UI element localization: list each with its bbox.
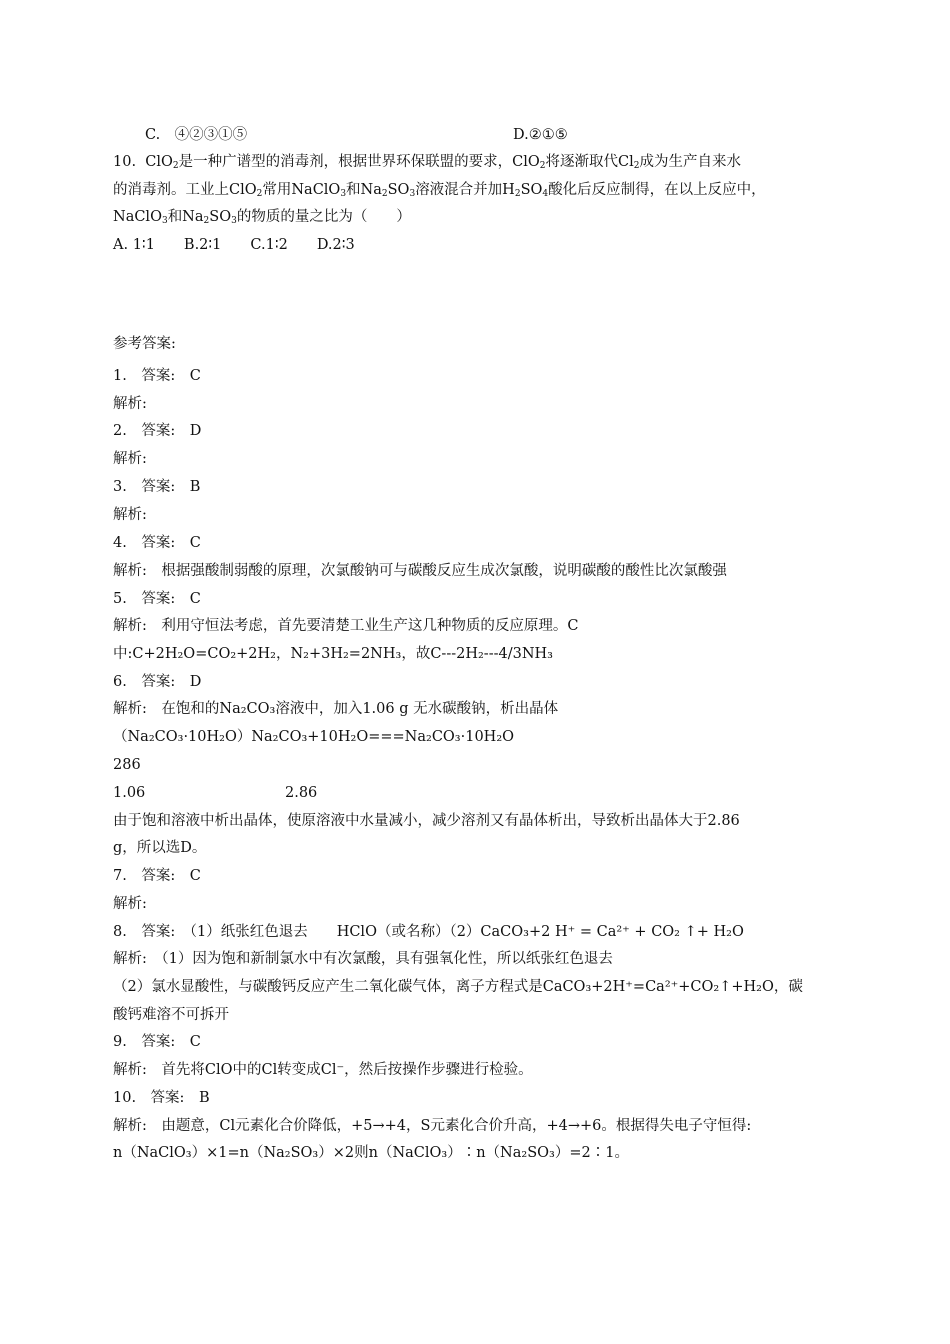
explanation-6-line-6: g，所以选D。 [113,840,207,856]
explanation-2: 解析: [113,451,147,467]
explanation-7: 解析: [113,896,147,912]
explanation-4: 解析: 根据强酸制弱酸的原理，次氯酸钠可与碳酸反应生成次氯酸，说明碳酸的酸性比次氯酸强 [113,563,727,579]
q10-options: A. 1∶1 B.2∶1 C.1∶2 D.2∶3 [113,237,355,253]
answer-5: 5. 答案: C [113,591,201,607]
explanation-9: 解析: 首先将ClO中的Cl转变成Cl⁻，然后按操作步骤进行检验。 [113,1062,533,1078]
answer-1: 1. 答案: C [113,368,201,384]
explanation-10-line-1: 解析: 由题意，Cl元素化合价降低，+5→+4，S元素化合价升高，+4→+6。根据得失电子守恒得: [113,1118,752,1134]
q10-line-1: 10. ClO$_2$是一种广谱型的消毒剂，根据世界环保联盟的要求，ClO$_2$将逐渐取代$Cl_2$成为生产自来水 [113,154,741,171]
explanation-5-line-2: 中:C+2H₂O=CO₂+2H₂，N₂+3H₂=2NH₃，故C---2H₂---4/3NH₃ [113,646,553,662]
explanation-6-line-4b: 2.86 [285,785,318,801]
q9-option-c: C. ④②③①⑤ [145,127,248,143]
q10-line-2: 的消毒剂。工业上ClO$_2$常用NaClO$_3$和$Na_2SO_3$溶液混合并加$H_2SO_4$酸化后反应制得，在以上反应中， [113,182,766,199]
answer-6: 6. 答案: D [113,674,202,690]
explanation-3: 解析: [113,507,147,523]
explanation-8-line-3: 酸钙难溶不可拆开 [113,1007,229,1023]
explanation-6-line-3: 286 [113,757,141,773]
explanation-8-line-1: 解析: （1）因为饱和新制氯水中有次氯酸，具有强氧化性，所以纸张红色退去 [113,951,613,967]
answer-7: 7. 答案: C [113,868,201,884]
q10-line-3: NaClO$_3$和$Na_2SO_3$的物质的量之比为（ ） [113,209,411,226]
answer-9: 9. 答案: C [113,1034,201,1050]
explanation-6-line-1: 解析: 在饱和的Na₂CO₃溶液中，加入1.06 g 无水碳酸钠，析出晶体 [113,701,559,717]
explanation-8-line-2: （2）氯水显酸性，与碳酸钙反应产生二氧化碳气体，离子方程式是CaCO₃+2H⁺=Ca²⁺+CO₂↑+H₂O，碳 [113,979,803,995]
answer-3: 3. 答案: B [113,479,201,495]
answer-10: 10. 答案: B [113,1090,210,1106]
explanation-1: 解析: [113,396,147,412]
explanation-6-line-4a: 1.06 [113,785,146,801]
explanation-6-line-2: （Na₂CO₃·10H₂O）Na₂CO₃+10H₂O===Na₂CO₃·10H₂O [113,729,515,745]
answer-2: 2. 答案: D [113,423,202,439]
answer-4: 4. 答案: C [113,535,201,551]
explanation-10-line-2: n（NaClO₃）×1=n（Na₂SO₃）×2则n（NaClO₃）∶n（Na₂SO₃）=2∶1。 [113,1145,629,1161]
explanation-6-line-5: 由于饱和溶液中析出晶体，使原溶液中水量减小，减少溶剂又有晶体析出，导致析出晶体大于2.86 [113,813,740,829]
answers-title: 参考答案: [113,336,176,352]
explanation-5-line-1: 解析: 利用守恒法考虑，首先要清楚工业生产这几种物质的反应原理。C [113,618,579,634]
q9-option-d: D.②①⑤ [513,127,568,143]
answer-8: 8. 答案: （1）纸张红色退去 HClO（或名称）（2）CaCO₃+2 H⁺ = Ca²⁺ + CO₂ ↑+ H₂O [113,924,744,940]
